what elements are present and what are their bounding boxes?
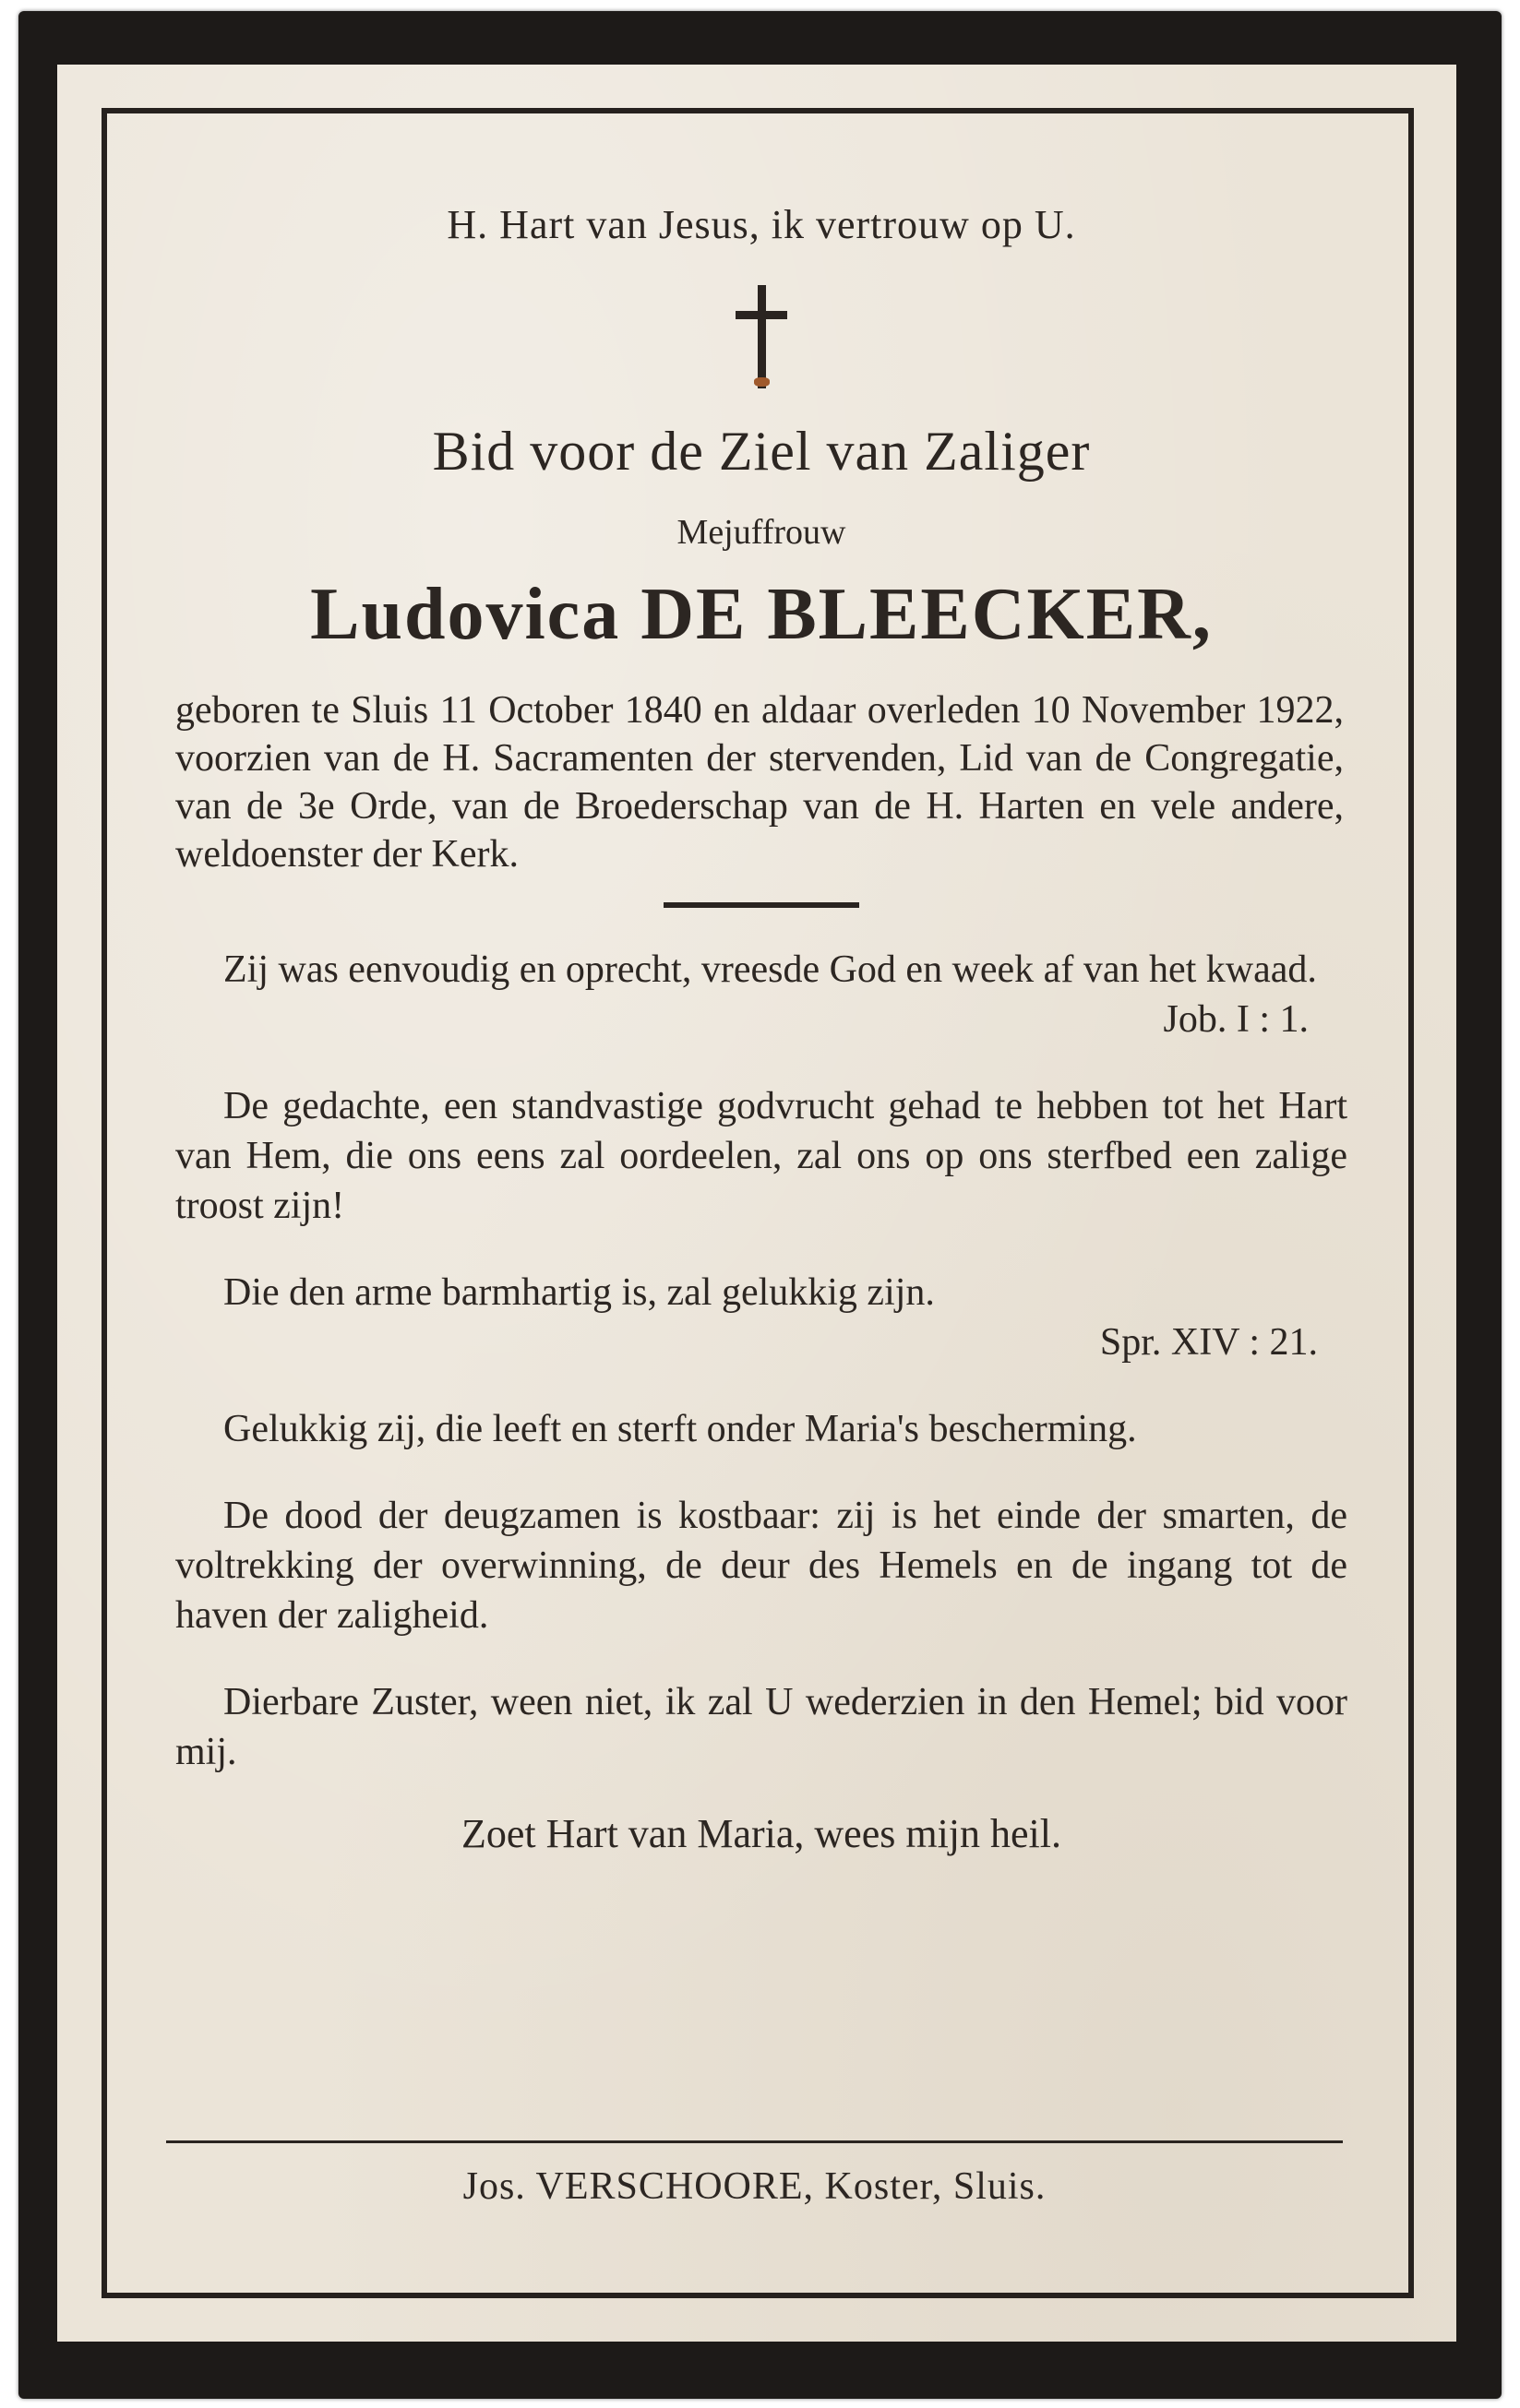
verse-reference: Spr. XIV : 21. xyxy=(1099,1321,1318,1365)
footer-rule xyxy=(166,2140,1343,2143)
invocation: H. Hart van Jesus, ik vertrouw op U. xyxy=(447,202,1076,247)
deceased-name: Ludovica DE BLEECKER, xyxy=(310,574,1213,656)
card-content xyxy=(166,201,1357,1859)
verse-paragraph xyxy=(175,1677,1347,1777)
closing-prayer: Zoet Hart van Maria, wees mijn heil. xyxy=(461,1811,1061,1857)
separator-rule xyxy=(664,902,859,908)
verse-text: Dierbare Zuster, ween niet, ik zal U wederzien in den Hemel; bid voor mij. xyxy=(175,1681,1347,1774)
verse-text: De gedachte, een standvastige godvrucht gehad te hebben tot het Hart van Hem, die ons eens zal oordeelen, zal ons op ons sterfbed een zalige troost zijn! xyxy=(175,1085,1347,1228)
verse-paragraph xyxy=(175,1081,1347,1231)
verse-text: De dood der deugzamen is kostbaar: zij is het einde der smarten, de voltrekking der overwinning, de deur des Hemels en de ingang tot de haven der zaligheid. xyxy=(175,1495,1347,1638)
latin-cross-icon xyxy=(734,285,789,388)
verse-reference: Job. I : 1. xyxy=(1163,998,1309,1042)
verse-text: Gelukkig zij, die leeft en sterft onder Maria's bescherming. xyxy=(223,1408,1137,1451)
pray-line: Bid voor de Ziel van Zaliger xyxy=(432,420,1091,482)
verse-text: Zij was eenvoudig en oprecht, vreesde God en week af van het kwaad. xyxy=(223,948,1317,992)
honorific: Mejuffrouw xyxy=(676,512,846,552)
verse-paragraph xyxy=(175,1491,1347,1640)
verse-text: Die den arme barmhartig is, zal gelukkig zijn. xyxy=(223,1271,935,1315)
verse-paragraph xyxy=(175,1268,1347,1317)
verse-paragraph xyxy=(175,1404,1347,1454)
printer-credit: Jos. VERSCHOORE, Koster, Sluis. xyxy=(462,2165,1047,2208)
verse-paragraph xyxy=(175,945,1347,1042)
biography: geboren te Sluis 11 October 1840 en aldaar overleden 10 November 1922, voorzien van de H. Sacramenten der stervenden, Lid van de Congregatie, van de 3e Orde, van de Broederschap van de H. Harten en vele andere, weldoenster der Kerk. xyxy=(175,689,1344,876)
